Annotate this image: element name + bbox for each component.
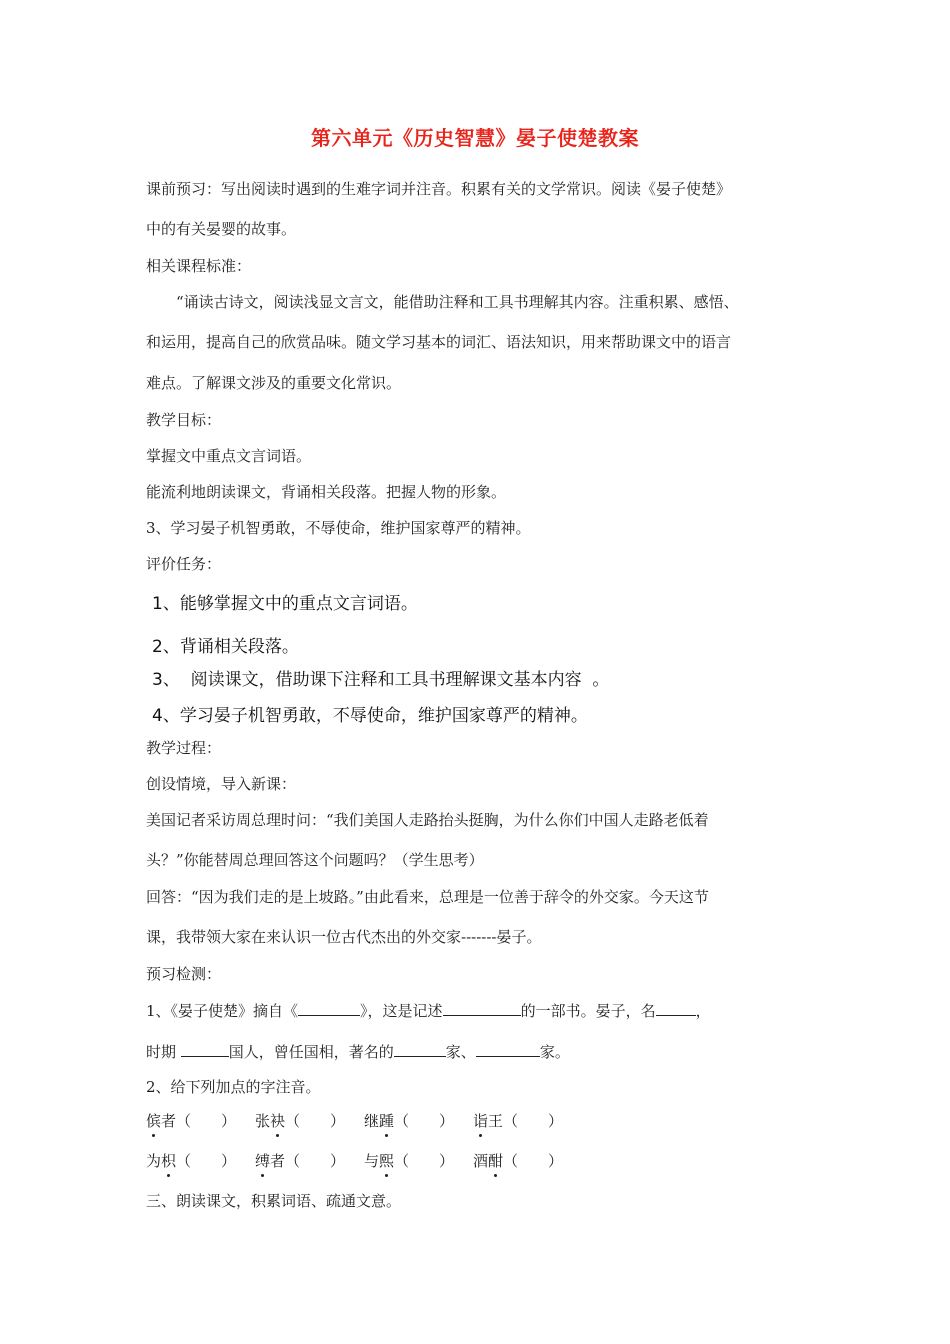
answer-line-1: 回答：“因为我们走的是上坡路。”由此看来，总理是一位善于辞令的外交家。今天这节 bbox=[146, 888, 709, 906]
standard-line-3: 难点。了解课文涉及的重要文化常识。 bbox=[146, 374, 402, 392]
fill-text: ， bbox=[695, 1002, 711, 1020]
question-line-1: 美国记者采访周总理时问：“我们美国人走路抬头挺胸，为什么你们中国人走路老低着 bbox=[146, 811, 709, 829]
process-heading: 教学过程： bbox=[146, 739, 222, 757]
pinyin-item: 诣王（ ） bbox=[473, 1112, 564, 1130]
goals-heading: 教学目标： bbox=[146, 411, 222, 429]
fill-text: 家、 bbox=[445, 1043, 476, 1061]
standard-line-1: “诵读古诗文，阅读浅显文言文，能借助注释和工具书理解其内容。注重积累、感悟、 bbox=[176, 293, 739, 311]
preview-line-2: 中的有关晏婴的故事。 bbox=[146, 220, 297, 238]
preview-line-1: 课前预习：写出阅读时遇到的生难字词并注音。积累有关的文学常识。阅读《晏子使楚》 bbox=[146, 180, 732, 198]
evaluation-item-2: 2、背诵相关段落。 bbox=[152, 637, 299, 657]
pinyin-item: 酒酣（ ） bbox=[473, 1152, 564, 1170]
pinyin-item: 傧者（ ） bbox=[146, 1112, 237, 1130]
fill-text: 》，这是记述 bbox=[360, 1002, 443, 1020]
question-line-2: 头？”你能替周总理回答这个问题吗？（学生思考） bbox=[146, 851, 484, 869]
intro-heading: 创设情境，导入新课： bbox=[146, 775, 297, 793]
pinyin-item: 缚者（ ） bbox=[255, 1152, 346, 1170]
blank-period[interactable] bbox=[181, 1041, 229, 1057]
standard-line-2: 和运用，提高自己的欣赏品味。随文学习基本的词汇、语法知识，用来帮助课文中的语言 bbox=[146, 333, 732, 351]
fill-text: 的一部书。晏子，名 bbox=[520, 1002, 656, 1020]
evaluation-item-4: 4、学习晏子机智勇敢，不辱使命，维护国家尊严的精神。 bbox=[152, 706, 588, 726]
goal-item-3: 3、学习晏子机智勇敢，不辱使命，维护国家尊严的精神。 bbox=[146, 519, 531, 537]
fill-text: 国人，曾任国相，著名的 bbox=[228, 1043, 394, 1061]
pinyin-item: 与熙（ ） bbox=[364, 1152, 455, 1170]
evaluation-item-1: 1、能够掌握文中的重点文言词语。 bbox=[152, 594, 418, 614]
pinyin-question: 2、给下列加点的字注音。 bbox=[146, 1078, 321, 1096]
blank-book[interactable] bbox=[298, 1000, 360, 1016]
blank-content[interactable] bbox=[443, 1000, 521, 1016]
evaluation-item-3: 3、 阅读课文，借助课下注释和工具书理解课文基本内容 。 bbox=[152, 670, 610, 690]
fill-question-1a bbox=[146, 1000, 711, 1021]
goal-item-2: 能流利地朗读课文，背诵相关段落。把握人物的形象。 bbox=[146, 483, 507, 501]
evaluation-heading: 评价任务： bbox=[146, 555, 222, 573]
blank-role-1[interactable] bbox=[394, 1041, 446, 1057]
pinyin-item: 张袂（ ） bbox=[255, 1112, 346, 1130]
fill-text: 家。 bbox=[539, 1043, 570, 1061]
check-heading: 预习检测： bbox=[146, 965, 222, 983]
pinyin-item: 继踵（ ） bbox=[364, 1112, 455, 1130]
fill-text: 时期 bbox=[146, 1043, 181, 1061]
blank-name[interactable] bbox=[656, 1000, 696, 1016]
blank-role-2[interactable] bbox=[476, 1041, 540, 1057]
pinyin-row-1 bbox=[146, 1110, 582, 1131]
fill-question-1b bbox=[146, 1041, 570, 1062]
goal-item-1: 掌握文中重点文言词语。 bbox=[146, 447, 312, 465]
standard-heading: 相关课程标准： bbox=[146, 257, 252, 275]
answer-line-2: 课，我带领大家在来认识一位古代杰出的外交家-------晏子。 bbox=[146, 928, 542, 946]
reading-task: 三、朗读课文，积累词语、疏通文意。 bbox=[146, 1192, 402, 1210]
fill-text: 1、《晏子使楚》摘自《 bbox=[146, 1002, 299, 1020]
pinyin-row-2 bbox=[146, 1150, 582, 1171]
document-title: 第六单元《历史智慧》晏子使楚教案 bbox=[311, 126, 639, 150]
pinyin-item: 为枳（ ） bbox=[146, 1152, 237, 1170]
